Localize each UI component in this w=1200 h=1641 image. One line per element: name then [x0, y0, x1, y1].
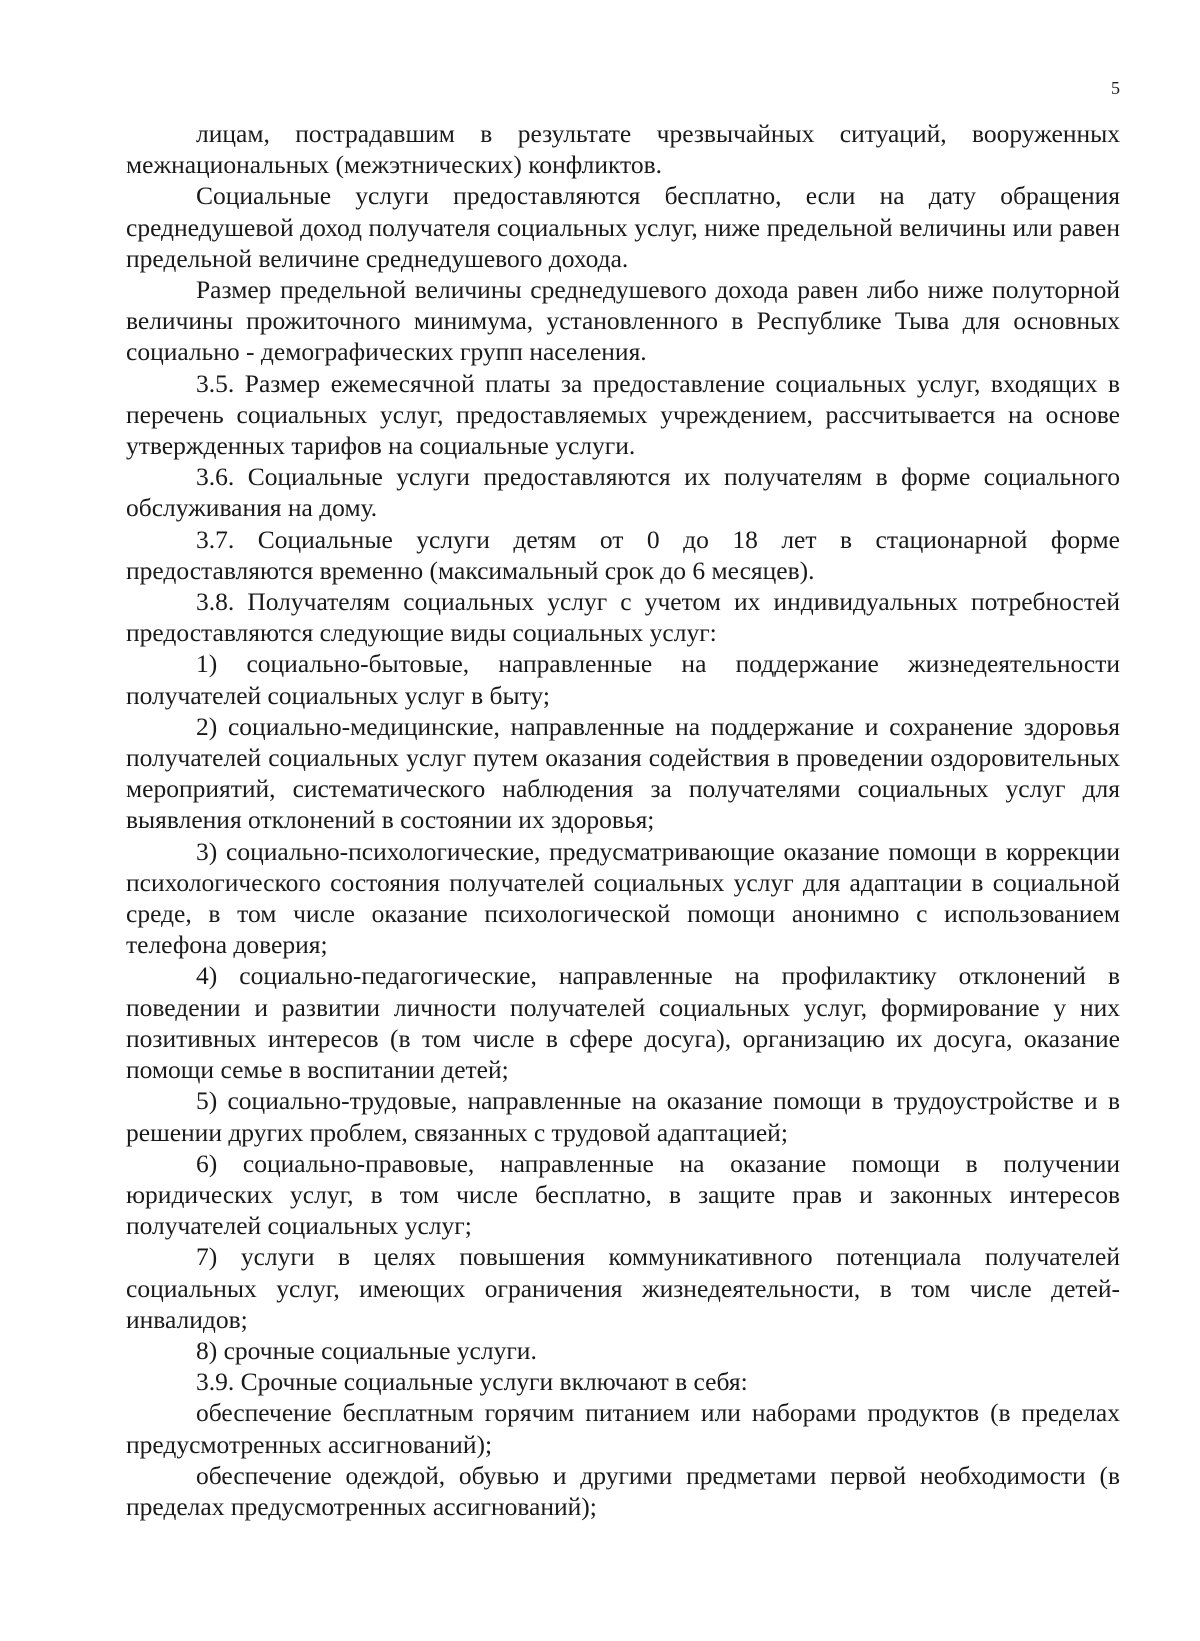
list-item-8: 8) срочные социальные услуги. [196, 1335, 537, 1365]
paragraph-income-limit: Размер предельной величины среднедушевого дохода равен либо ниже полуторной величины прожиточного минимума, установленного в Республике Тыва для основных социально - демографических групп населения. [126, 275, 1120, 367]
paragraph-3-8: 3.8. Получателям социальных услуг с учетом их индивидуальных потребностей предоставляются следующие виды социальных услуг: [126, 587, 1120, 648]
page-number: 5 [1111, 78, 1120, 98]
list-item-1: 1) социально-бытовые, направленные на поддержание жизнедеятельности получателей социальных услуг в быту; [126, 649, 1120, 710]
list-item-7: 7) услуги в целях повышения коммуникативного потенциала получателей социальных услуг, имеющих ограничения жизнедеятельности, в том числе детей-инвалидов; [126, 1242, 1120, 1334]
list-item-5: 5) социально-трудовые, направленные на оказание помощи в трудоустройстве и в решении других проблем, связанных с трудовой адаптацией; [126, 1086, 1120, 1147]
paragraph-food-provision: обеспечение бесплатным горячим питанием или наборами продуктов (в пределах предусмотренных ассигнований); [126, 1398, 1120, 1459]
list-item-3: 3) социально-психологические, предусматривающие оказание помощи в коррекции психологического состояния получателей социальных услуг для адаптации в социальной среде, в том числе оказание психологической помощи анонимно с использованием телефона доверия; [126, 836, 1120, 960]
list-item-6: 6) социально-правовые, направленные на оказание помощи в получении юридических услуг, в том числе бесплатно, в защите прав и законных интересов получателей социальных услуг; [126, 1148, 1120, 1241]
paragraph-continuation: лицам, пострадавшим в результате чрезвычайных ситуаций, вооруженных межнациональных (межэтнических) конфликтов. [126, 119, 1120, 180]
paragraph-3-7: 3.7. Социальные услуги детям от 0 до 18 лет в стационарной форме предоставляются временно (максимальный срок до 6 месяцев). [126, 524, 1120, 585]
document-body [126, 118, 1120, 1522]
paragraph-3-6: 3.6. Социальные услуги предоставляются их получателям в форме социального обслуживания на дому. [126, 462, 1120, 523]
paragraph-3-5: 3.5. Размер ежемесячной платы за предоставление социальных услуг, входящих в перечень социальных услуг, предоставляемых учреждением, рассчитывается на основе утвержденных тарифов на социальные услуги. [126, 368, 1120, 461]
paragraph-free-services: Социальные услуги предоставляются бесплатно, если на дату обращения среднедушевой доход получателя социальных услуг, ниже предельной величины или равен предельной величине среднедушевого дохода. [126, 181, 1120, 273]
list-item-2: 2) социально-медицинские, направленные на поддержание и сохранение здоровья получателей социальных услуг путем оказания содействия в проведении оздоровительных мероприятий, систематического наблюдения за получателями социальных услуг для выявления отклонений в состоянии их здоровья; [126, 711, 1120, 835]
list-item-4: 4) социально-педагогические, направленные на профилактику отклонений в поведении и развитии личности получателей социальных услуг, формирование у них позитивных интересов (в том числе в сфере досуга), организацию их досуга, оказание помощи семье в воспитании детей; [126, 961, 1120, 1085]
paragraph-3-9: 3.9. Срочные социальные услуги включают в себя: [196, 1367, 748, 1397]
paragraph-clothing-provision: обеспечение одеждой, обувью и другими предметами первой необходимости (в пределах предусмотренных ассигнований); [126, 1460, 1120, 1521]
